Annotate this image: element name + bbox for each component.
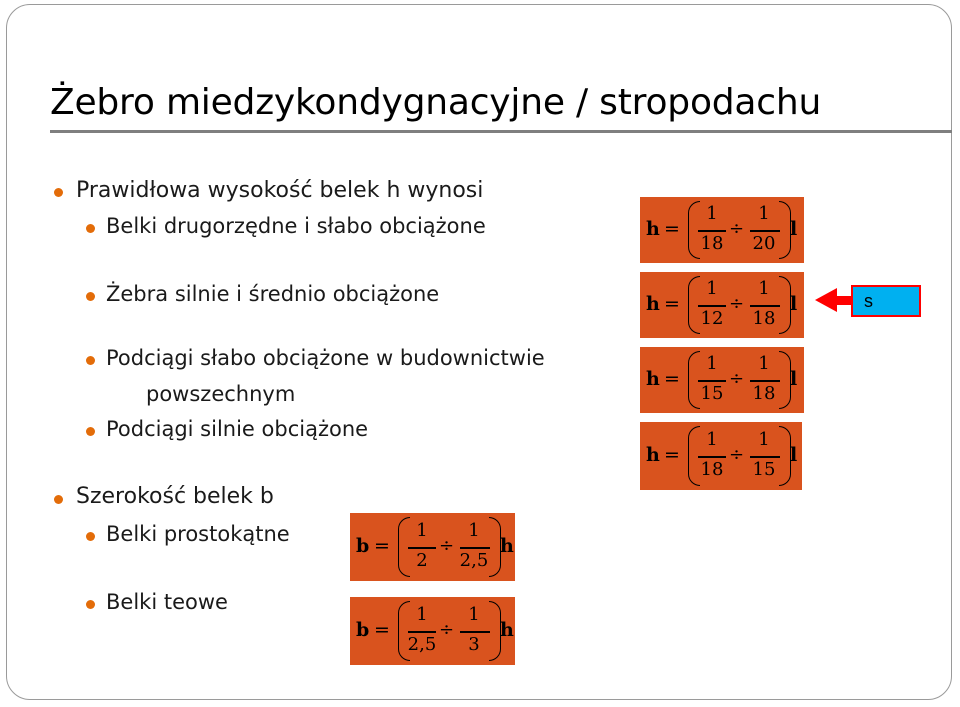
formula-lhs: h [646,218,660,240]
formula-denominator: 18 [700,459,724,480]
formula-lhs: h [646,368,660,390]
formula-h2 [640,272,804,338]
formula-lhs: h [646,293,660,315]
formula-rhs: h [500,535,514,557]
secondary-beams-item: Belki drugorzędne i słabo obciążone [106,214,486,238]
formula-numerator: 1 [758,353,770,374]
formula-denominator: 2,5 [407,634,437,655]
height-heading: Prawidłowa wysokość belek h wynosi [76,178,484,203]
formula-rhs: h [500,619,514,641]
girders-heavy-item: Podciągi silnie obciążone [106,417,369,441]
formula-lhs: b [356,535,370,557]
formula-numerator: 1 [706,278,718,299]
formula-fraction-bar [408,547,436,549]
tee-beams-item: Belki teowe [106,590,228,614]
formula-rhs: l [790,368,798,390]
formula-equals: = [664,293,680,315]
bullet-dot [86,600,95,609]
formula-equals: = [374,619,390,641]
formula-denominator: 18 [700,233,724,254]
formula-divide-sign: ÷ [729,218,745,239]
callout-s: s [851,285,921,317]
formula-denominator: 2 [416,550,428,571]
formula-h1 [640,197,804,263]
formula-rhs: l [790,444,798,466]
formula-denominator: 2,5 [459,550,489,571]
formula-divide-sign: ÷ [439,619,455,640]
formula-numerator: 1 [416,520,428,541]
formula-denominator: 3 [468,634,480,655]
rect-beams-item: Belki prostokątne [106,522,290,546]
bullet-dot [54,188,63,197]
formula-numerator: 1 [468,520,480,541]
formula-equals: = [664,368,680,390]
formula-fraction-bar [750,230,780,232]
formula-fraction-bar [698,230,726,232]
formula-b1 [350,513,515,581]
formula-equals: = [664,218,680,240]
arrow-left-icon [815,288,837,312]
bullet-dot [86,427,95,436]
formula-divide-sign: ÷ [439,535,455,556]
formula-fraction-bar [408,631,436,633]
formula-numerator: 1 [758,278,770,299]
formula-lhs: b [356,619,370,641]
formula-fraction-bar [750,380,780,382]
formula-numerator: 1 [758,203,770,224]
bullet-dot [86,292,95,301]
formula-equals: = [664,444,680,466]
formula-denominator: 12 [700,308,724,329]
formula-fraction-bar [698,456,726,458]
formula-numerator: 1 [468,604,480,625]
formula-rhs: l [790,293,798,315]
formula-b2 [350,597,515,665]
formula-lhs: h [646,444,660,466]
formula-fraction-bar [460,631,490,633]
formula-equals: = [374,535,390,557]
formula-h3 [640,347,804,413]
girders-light-item: Podciągi słabo obciążone w budownictwie [106,346,545,370]
formula-denominator: 18 [752,308,776,329]
bullet-dot [54,495,63,504]
formula-divide-sign: ÷ [729,368,745,389]
bullet-dot [86,356,95,365]
formula-fraction-bar [750,305,780,307]
bullet-dot [86,532,95,541]
formula-divide-sign: ÷ [729,293,745,314]
formula-numerator: 1 [416,604,428,625]
formula-fraction-bar [698,305,726,307]
title-divider [50,130,952,133]
formula-divide-sign: ÷ [729,444,745,465]
formula-numerator: 1 [706,203,718,224]
formula-fraction-bar [460,547,490,549]
formula-rhs: l [790,218,798,240]
formula-fraction-bar [698,380,726,382]
formula-fraction-bar [750,456,780,458]
formula-denominator: 18 [752,383,776,404]
ribs-item: Żebra silnie i średnio obciążone [106,282,440,306]
formula-h4 [640,422,802,490]
bullet-dot [86,224,95,233]
formula-numerator: 1 [758,429,770,450]
width-heading: Szerokość belek b [76,484,274,509]
girders-light-item-cont: powszechnym [146,382,296,406]
formula-numerator: 1 [706,429,718,450]
formula-numerator: 1 [706,353,718,374]
formula-denominator: 15 [752,459,776,480]
formula-denominator: 15 [700,383,724,404]
formula-denominator: 20 [752,233,776,254]
slide-title: Żebro miedzykondygnacyjne / stropodachu [50,82,822,123]
